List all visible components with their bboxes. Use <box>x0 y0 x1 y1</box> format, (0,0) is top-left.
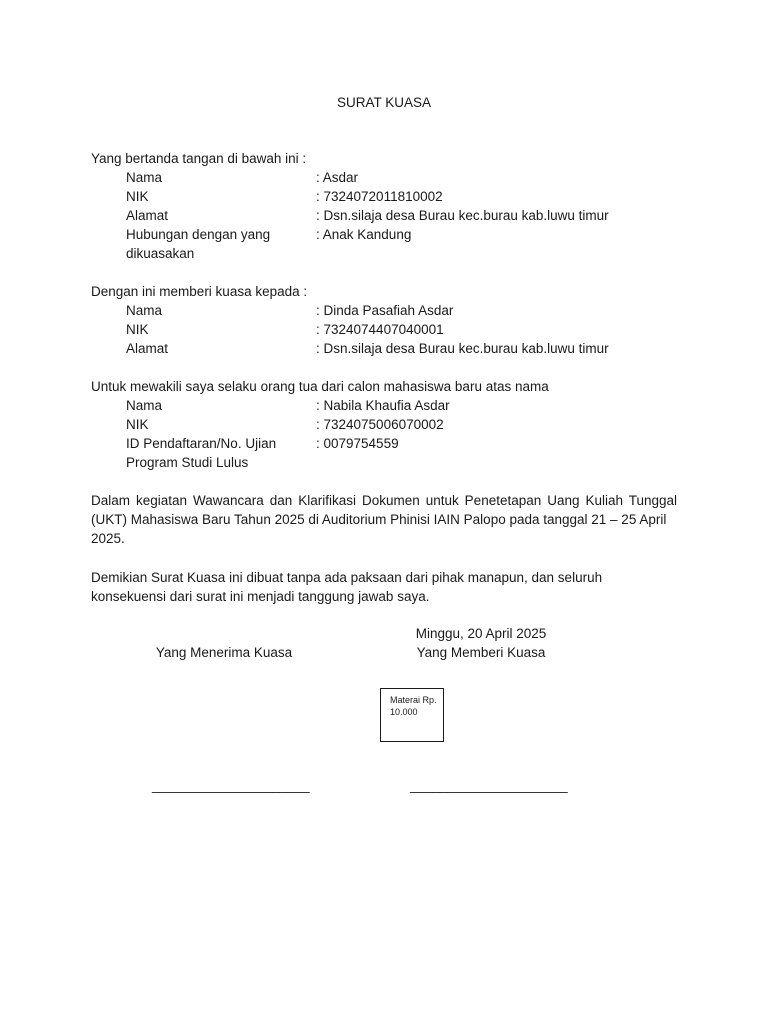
student-registration-label: ID Pendaftaran/No. Ujian <box>126 436 277 451</box>
student-nik-value: : 7324075006070002 <box>316 417 444 432</box>
student-name-value: : Nabila Khaufia Asdar <box>316 398 450 413</box>
grantor-address-value: : Dsn.silaja desa Burau kec.burau kab.luwu timur <box>316 208 609 223</box>
stamp-duty-box <box>380 688 444 742</box>
receiver-label: Yang Menerima Kuasa <box>155 645 293 660</box>
grantor-name-label: Nama <box>126 170 163 185</box>
signature-date: Minggu, 20 April 2025 <box>415 626 547 641</box>
grantee-address-label: Alamat <box>126 341 169 356</box>
grantor-name-value: : Asdar <box>316 170 359 185</box>
giver-label: Yang Memberi Kuasa <box>416 645 546 660</box>
grantor-relation-value: : Anak Kandung <box>316 227 412 242</box>
grantee-address-value: : Dsn.silaja desa Burau kec.burau kab.luwu timur <box>316 341 609 356</box>
giver-signature-line: _____________________ <box>410 778 568 793</box>
grantee-nik-value: : 7324074407040001 <box>316 322 444 337</box>
student-program-label: Program Studi Lulus <box>126 455 249 470</box>
stamp-duty-text-line2: 10.000 <box>390 707 418 717</box>
grantor-relation-label: Hubungan dengan yang <box>126 227 271 242</box>
student-intro: Untuk mewakili saya selaku orang tua dari calon mahasiswa baru atas nama <box>91 379 549 394</box>
grantor-relation-label-cont: dikuasakan <box>126 246 195 261</box>
closing-paragraph-tail: konsekuensi dari surat ini menjadi tanggung jawab saya. <box>91 589 430 604</box>
grantee-name-label: Nama <box>126 303 163 318</box>
closing-paragraph <box>91 568 677 606</box>
grantee-name-value: : Dinda Pasafiah Asdar <box>316 303 454 318</box>
student-nik-label: NIK <box>126 417 149 432</box>
receiver-signature-line: _____________________ <box>152 778 310 793</box>
closing-paragraph-body: Demikian Surat Kuasa ini dibuat tanpa ada paksaan dari pihak manapun, dan seluruh <box>91 570 603 585</box>
stamp-duty-text-line1: Materai Rp. <box>390 695 437 705</box>
purpose-paragraph-tail: 2025. <box>91 531 125 546</box>
purpose-paragraph <box>91 491 677 548</box>
grantor-intro: Yang bertanda tangan di bawah ini : <box>91 151 307 166</box>
grantee-intro: Dengan ini memberi kuasa kepada : <box>91 284 308 299</box>
grantor-nik-value: : 7324072011810002 <box>316 189 443 204</box>
grantor-nik-label: NIK <box>126 189 149 204</box>
student-registration-value: : 0079754559 <box>316 436 399 451</box>
purpose-paragraph-body: Dalam kegiatan Wawancara dan Klarifikasi Dokumen untuk Penetetapan Uang Kuliah Tunggal (UKT) Mahasiswa Baru Tahun 2025 di Auditorium Phinisi IAIN Palopo pada tanggal 21 – 25 April <box>91 493 677 527</box>
grantor-address-label: Alamat <box>126 208 169 223</box>
document-title: SURAT KUASA <box>336 95 432 110</box>
student-name-label: Nama <box>126 398 163 413</box>
grantee-nik-label: NIK <box>126 322 149 337</box>
